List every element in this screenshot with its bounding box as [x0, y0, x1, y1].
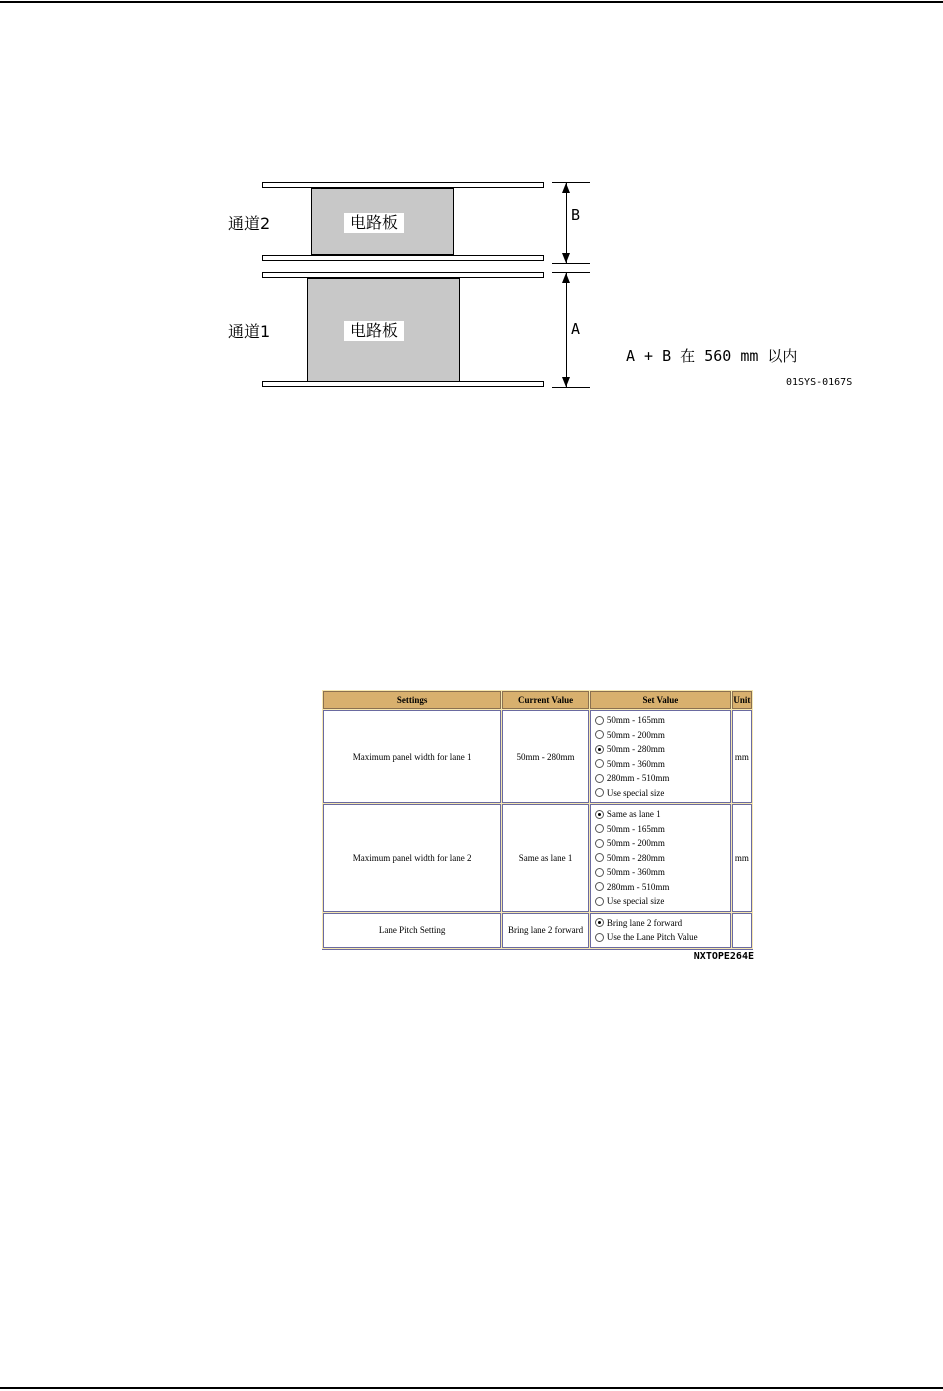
- radio-icon[interactable]: [595, 774, 604, 783]
- radio-icon[interactable]: [595, 933, 604, 942]
- unit: mm: [732, 804, 752, 912]
- dim-a-label: A: [571, 320, 581, 338]
- dim-b-top-ext: [552, 182, 590, 183]
- setting-name: Maximum panel width for lane 2: [323, 804, 501, 912]
- radio-option[interactable]: 280mm - 510mm: [595, 880, 726, 895]
- unit: [732, 913, 752, 948]
- dim-a-arrow-down: [562, 377, 570, 387]
- table-row: [323, 913, 752, 948]
- lane1-label: 通道1: [228, 322, 271, 341]
- lane2-bottom-rail: [262, 255, 544, 261]
- radio-icon[interactable]: [595, 882, 604, 891]
- header-row: [323, 691, 752, 709]
- radio-icon[interactable]: [595, 716, 604, 725]
- radio-checked-icon[interactable]: [595, 745, 604, 754]
- current-value: Bring lane 2 forward: [502, 913, 589, 948]
- radio-option[interactable]: 50mm - 165mm: [595, 713, 726, 728]
- set-value-options: [590, 710, 731, 803]
- dim-a-bottom-ext: [552, 387, 590, 388]
- current-value: Same as lane 1: [502, 804, 589, 912]
- bottom-rule: [0, 1387, 943, 1389]
- radio-icon[interactable]: [595, 839, 604, 848]
- radio-icon[interactable]: [595, 868, 604, 877]
- table-bottom-rule: [322, 949, 753, 950]
- dim-b-arrow-up: [562, 183, 570, 193]
- radio-option[interactable]: Same as lane 1: [595, 807, 726, 822]
- dim-a-top-ext: [552, 272, 590, 273]
- lane2-board-label: 电路板: [344, 213, 404, 233]
- radio-icon[interactable]: [595, 897, 604, 906]
- radio-icon[interactable]: [595, 824, 604, 833]
- set-value-options: [590, 913, 731, 948]
- dim-b-bottom-ext: [552, 263, 590, 264]
- radio-option[interactable]: 50mm - 360mm: [595, 757, 726, 772]
- dim-b-line: [566, 183, 567, 263]
- radio-option[interactable]: Bring lane 2 forward: [595, 916, 726, 931]
- radio-icon[interactable]: [595, 730, 604, 739]
- dim-b-arrow-down: [562, 253, 570, 263]
- constraint-text: A + B 在 560 mm 以内: [626, 347, 798, 365]
- lane1-board-label: 电路板: [344, 321, 404, 341]
- radio-option[interactable]: Use special size: [595, 894, 726, 909]
- radio-option[interactable]: Use the Lane Pitch Value: [595, 930, 726, 945]
- radio-checked-icon[interactable]: [595, 918, 604, 927]
- radio-icon[interactable]: [595, 788, 604, 797]
- radio-option[interactable]: 50mm - 200mm: [595, 728, 726, 743]
- radio-option[interactable]: 50mm - 200mm: [595, 836, 726, 851]
- radio-option[interactable]: 50mm - 280mm: [595, 742, 726, 757]
- screenshot-code: NXTOPE264E: [693, 950, 754, 962]
- dim-a-line: [566, 273, 567, 387]
- radio-option[interactable]: 50mm - 280mm: [595, 851, 726, 866]
- radio-icon[interactable]: [595, 759, 604, 768]
- lane-diagram: [0, 0, 943, 420]
- set-value-options: [590, 804, 731, 912]
- radio-option[interactable]: 280mm - 510mm: [595, 771, 726, 786]
- radio-option[interactable]: 50mm - 360mm: [595, 865, 726, 880]
- diagram-code: 01SYS-0167S: [786, 377, 853, 388]
- lane2-label: 通道2: [228, 214, 271, 233]
- dim-b-label: B: [571, 206, 581, 224]
- unit: mm: [732, 710, 752, 803]
- header-settings: Settings: [323, 691, 501, 709]
- radio-icon[interactable]: [595, 853, 604, 862]
- header-set-value: Set Value: [590, 691, 731, 709]
- table-row: [323, 710, 752, 803]
- header-unit: Unit: [732, 691, 752, 709]
- settings-screenshot: [322, 690, 754, 963]
- lane1-bottom-rail: [262, 381, 544, 387]
- radio-checked-icon[interactable]: [595, 810, 604, 819]
- settings-table: [322, 690, 753, 949]
- setting-name: Lane Pitch Setting: [323, 913, 501, 948]
- current-value: 50mm - 280mm: [502, 710, 589, 803]
- radio-option[interactable]: 50mm - 165mm: [595, 822, 726, 837]
- header-current-value: Current Value: [502, 691, 589, 709]
- setting-name: Maximum panel width for lane 1: [323, 710, 501, 803]
- dim-a-arrow-up: [562, 273, 570, 283]
- radio-option[interactable]: Use special size: [595, 786, 726, 801]
- table-row: [323, 804, 752, 912]
